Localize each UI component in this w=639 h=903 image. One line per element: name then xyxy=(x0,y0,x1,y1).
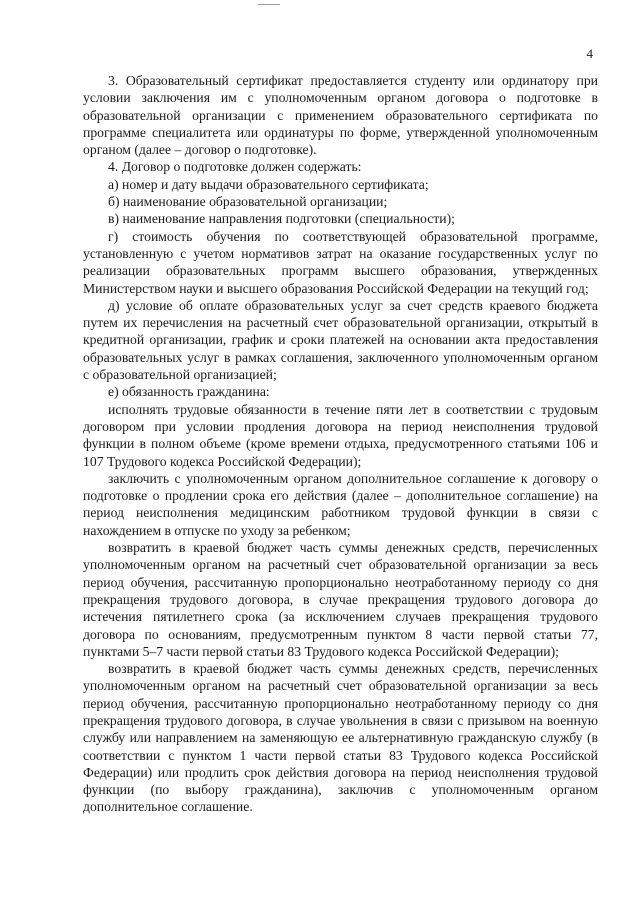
obligation-return-funds-military: возвратить в краевой бюджет часть суммы денежных средств, перечисленных уполномоченным органом на расчетный счет образовательной организации за весь период обучения, рассчитанную пропорционально неотработанному периоду со дня прекращения трудового договора, в случае увольнения в связи с призывом на военную службу или направлением на заменяющую ее альтернативную гражданскую службу (в соответствии с пунктом 1 части первой статьи 83 Трудового кодекса Российской Федерации) или продлить срок действия договора на период неисполнения трудовой функции (по выбору гражданина), заключив с уполномоченным органом дополнительное соглашение. xyxy=(83,661,598,815)
paragraph-4-contract-contents: 4. Договор о подготовке должен содержать: xyxy=(108,159,362,175)
list-item-v: в) наименование направления подготовки (специальности); xyxy=(108,211,455,227)
obligation-additional-agreement: заключить с уполномоченным органом дополнительное соглашение к договору о подготовке о продлении срока его действия (далее – дополнительное соглашение) на период неисполнения медицинским работником трудовой функции в связи с нахождением в отпуске по уходу за ребенком; xyxy=(83,470,598,538)
list-item-d: д) условие об оплате образовательных услуг за счет средств краевого бюджета путем их перечисления на расчетный счет образовательной организации, открытый в кредитной организации, график и сроки платежей на основании акта предоставления образовательных услуг в рамках соглашения, заключенного уполномоченным органом с образовательной организацией; xyxy=(83,297,598,383)
list-item-a: а) номер и дату выдачи образовательного сертификата; xyxy=(108,176,429,192)
document-body xyxy=(83,72,598,816)
list-item-g: г) стоимость обучения по соответствующей образовательной программе, установленную с учетом нормативов затрат на оказание государственных услуг по реализации образовательных программ высшего образования, утвержденных Министерством науки и высшего образования Российской Федерации на текущий год; xyxy=(83,228,598,296)
page-number: 4 xyxy=(586,46,593,61)
list-item-b: б) наименование образовательной организации; xyxy=(108,194,388,210)
paragraph-3-certificate: 3. Образовательный сертификат предоставляется студенту или ординатору при условии заключения им с уполномоченным органом договора о подготовке в образовательной организации с применением образовательного сертификата по программе специалитета или ординатуры по форме, утвержденной уполномоченным органом (далее – договор о подготовке). xyxy=(83,73,598,158)
obligation-return-funds-termination: возвратить в краевой бюджет часть суммы денежных средств, перечисленных уполномоченным органом на расчетный счет образовательной организации за весь период обучения, рассчитанную пропорционально неотработанному периоду со дня прекращения трудового договора, в случае прекращения трудового договора до истечения пятилетнего срока (за исключением случаев прекращения трудового договора по основаниям, предусмотренным пунктом 8 части первой статьи 77, пунктами 5–7 части первой статьи 83 Трудового кодекса Российской Федерации); xyxy=(83,540,598,659)
top-scan-mark xyxy=(258,4,280,5)
obligation-work-duties: исполнять трудовые обязанности в течение пяти лет в соответствии с трудовым договором при условии продления договора на период неисполнения трудовой функции в полном объеме (кроме времени отдыха, предусмотренного статьями 106 и 107 Трудового кодекса Российской Федерации); xyxy=(83,401,598,469)
list-item-e: е) обязанность гражданина: xyxy=(108,384,270,400)
